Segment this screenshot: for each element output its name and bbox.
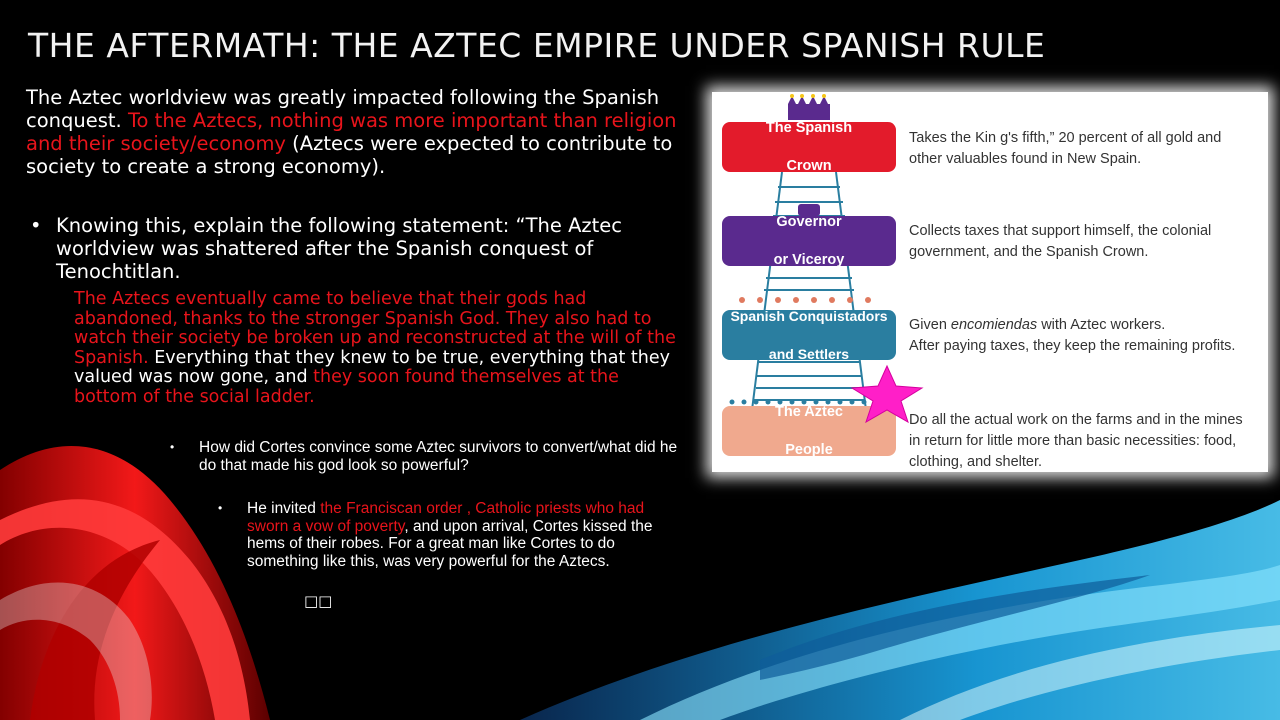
level-label-line1: Spanish Conquistadors bbox=[730, 307, 888, 324]
bullet-marker: • bbox=[218, 501, 223, 515]
slide-title: THE AFTERMATH: THE AZTEC EMPIRE UNDER SPANISH RULE bbox=[28, 26, 1046, 65]
desc-line: Do all the actual work on the farms and in the mines bbox=[909, 412, 1243, 428]
bullet-answer-2-text-2: , and upon arrival, Cortes kissed the hems of their robes. For a great man like Cortes to do something like this, was very powerful for the Aztecs. bbox=[247, 517, 653, 570]
level-box-spanish-crown bbox=[722, 119, 896, 174]
desc-line: in return for little more than basic necessities: food, bbox=[909, 433, 1237, 449]
desc-line: Takes the Kin g's fifth,” 20 percent of all gold and bbox=[909, 130, 1222, 146]
answer-1-red-text-2: they soon found themselves at the bottom of the social ladder. bbox=[74, 367, 619, 407]
answer-paragraph-1 bbox=[74, 290, 686, 407]
desc-line: After paying taxes, they keep the remaining profits. bbox=[909, 338, 1236, 354]
bullet-answer-2-text-1: He invited bbox=[247, 500, 321, 517]
settlers-figures-icon bbox=[739, 297, 871, 303]
bullet-question-2 bbox=[170, 439, 680, 474]
level-desc-spanish-crown bbox=[909, 128, 1265, 170]
bullet-answer-2 bbox=[218, 500, 686, 570]
bullet-question-1 bbox=[30, 214, 685, 283]
intro-text-highlight: To the Aztecs, nothing was more important than religion and their society/economy bbox=[26, 109, 677, 155]
intro-paragraph bbox=[26, 86, 686, 178]
bullet-answer-2-red-text: the Franciscan order , Catholic priests who had sworn a vow of poverty bbox=[247, 500, 645, 535]
level-label-line1: The Spanish bbox=[765, 119, 853, 136]
level-label-line2: or Viceroy bbox=[773, 251, 845, 268]
level-box-conquistadors bbox=[722, 307, 896, 362]
answer-1-white-text: Everything that they knew to be true, everything that they valued was now gone, and bbox=[74, 347, 670, 387]
desc-line: government, and the Spanish Crown. bbox=[909, 244, 1149, 260]
desc-italic: encomiendas bbox=[950, 317, 1038, 333]
answer-1-red-text: The Aztecs eventually came to believe that their gods had abandoned, thanks to the stronger Spanish God. They also had to watch their society be broken up and reconstructed at the will of the Spanish. bbox=[74, 289, 676, 368]
bullet-marker: • bbox=[30, 214, 42, 237]
desc-line: Collects taxes that support himself, the colonial bbox=[909, 223, 1212, 239]
crown-icon bbox=[788, 94, 830, 120]
level-desc-aztec-people bbox=[909, 410, 1265, 472]
level-label-line1: The Aztec bbox=[775, 403, 843, 420]
social-hierarchy-diagram bbox=[712, 92, 1268, 472]
level-label-line2: Crown bbox=[786, 157, 832, 174]
level-label-line1: Governor bbox=[776, 213, 842, 230]
bullet-question-2-text: How did Cortes convince some Aztec survivors to convert/what did he do that made his god look so powerful? bbox=[199, 439, 678, 474]
level-desc-governor bbox=[909, 221, 1265, 263]
level-label-line2: People bbox=[785, 441, 833, 458]
desc-line: other valuables found in New Spain. bbox=[909, 151, 1142, 167]
desc-line: clothing, and shelter. bbox=[909, 454, 1043, 470]
placeholder-glyphs: □□ bbox=[304, 592, 333, 610]
intro-text-2: (Aztecs were expected to contribute to society to create a strong economy). bbox=[26, 132, 673, 178]
desc-line: with Aztec workers. bbox=[1037, 317, 1166, 333]
level-box-governor bbox=[722, 213, 896, 268]
bullet-marker: • bbox=[170, 440, 175, 454]
bullet-question-1-text: Knowing this, explain the following statement: “The Aztec worldview was shattered after the Spanish conquest of Tenochtitlan. bbox=[56, 214, 623, 283]
desc-line: Given bbox=[909, 317, 951, 333]
level-desc-conquistadors bbox=[909, 315, 1265, 357]
level-label-line2: and Settlers bbox=[768, 345, 850, 362]
intro-text-1: The Aztec worldview was greatly impacted following the Spanish conquest. bbox=[26, 86, 660, 132]
star-icon bbox=[846, 364, 928, 426]
